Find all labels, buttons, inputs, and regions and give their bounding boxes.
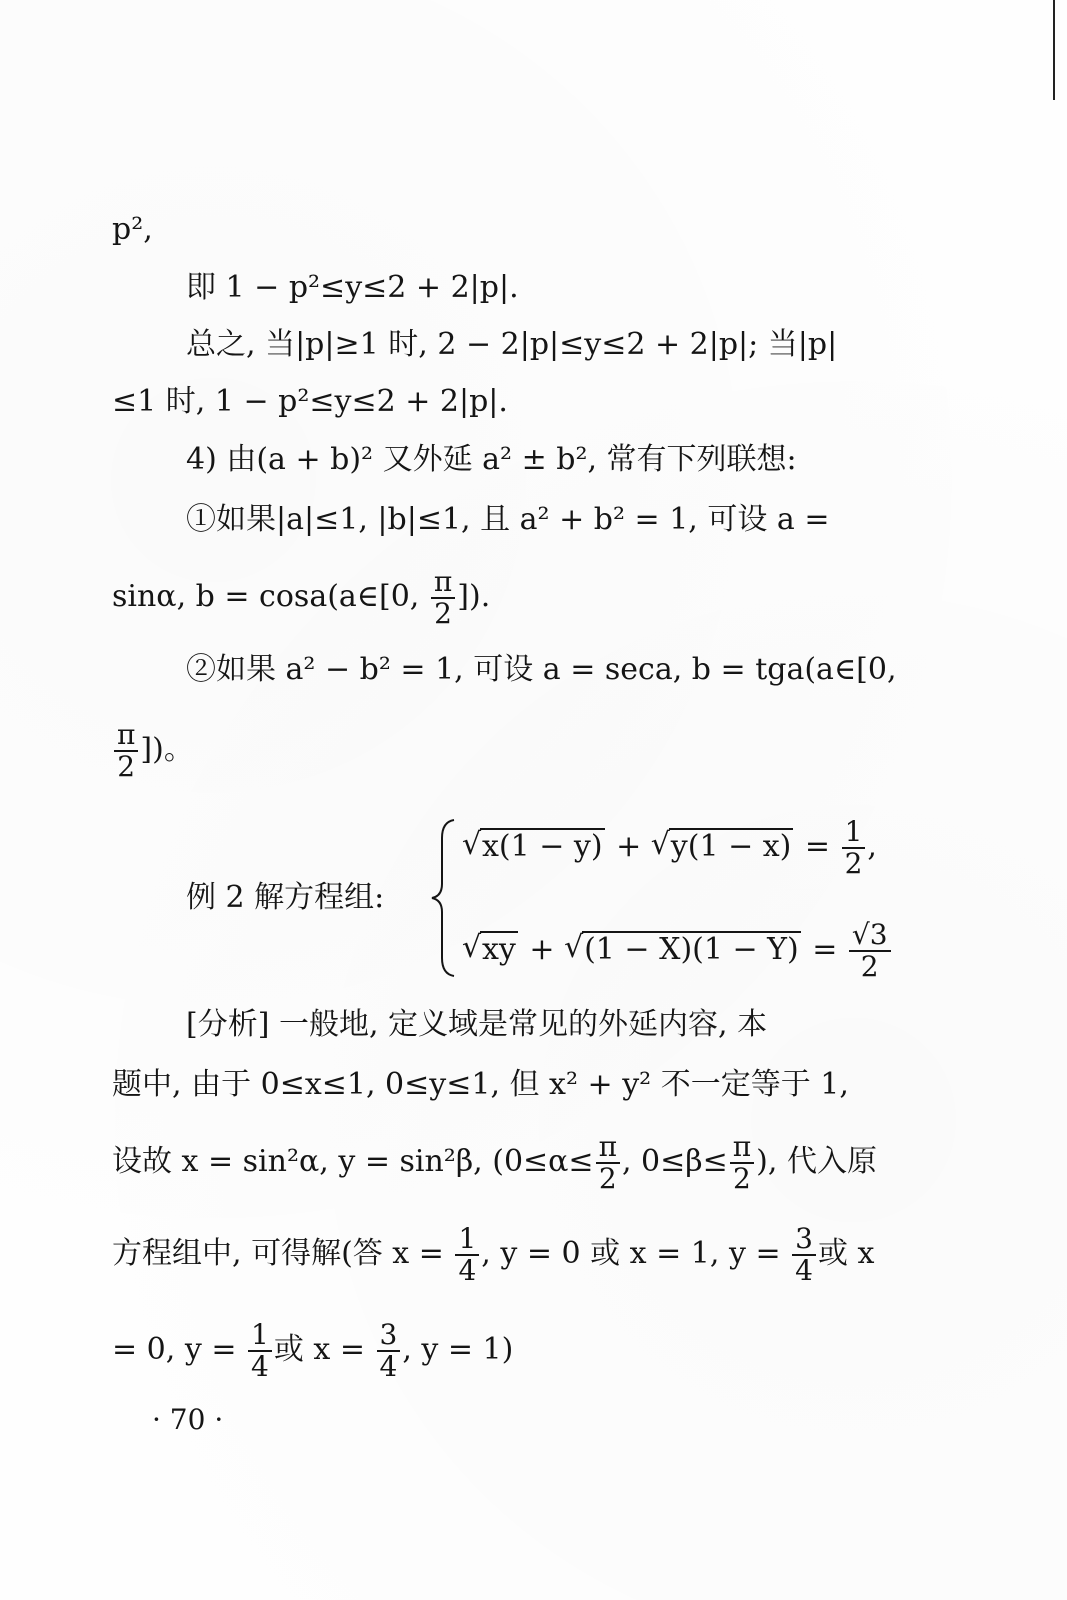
text-line-12 <box>112 1130 877 1194</box>
example-2-label: 例 2 解方程组: <box>186 880 385 915</box>
system-brace <box>428 818 458 978</box>
equation-2 <box>462 918 893 982</box>
sqrt-term-1 <box>462 918 518 982</box>
line-9-end: ])。 <box>140 732 194 767</box>
equals-sign: = <box>795 829 840 864</box>
text-line-1: p², <box>112 212 153 247</box>
denominator: 4 <box>458 1254 477 1287</box>
numerator: 1 <box>248 1320 272 1352</box>
denominator: 4 <box>251 1350 269 1383</box>
fraction-pi-over-2 <box>596 1132 620 1194</box>
sqrt-term-2 <box>564 918 801 982</box>
radicand: xy <box>482 932 516 967</box>
fraction-1-over-4 <box>248 1320 272 1382</box>
line-14-mid: 或 x = <box>273 1332 375 1367</box>
numerator: 3 <box>377 1320 401 1352</box>
denominator: 2 <box>117 750 136 783</box>
numerator: π <box>431 567 455 599</box>
text-line-13 <box>112 1222 874 1286</box>
denominator: 4 <box>795 1254 813 1287</box>
equation-1 <box>462 815 877 879</box>
equals-sign: = <box>802 932 847 967</box>
text-line-8: ②如果 a² − b² = 1, 可设 a = seca, b = tga(a∈[0, <box>186 652 897 687</box>
radicand: x(1 − y) <box>482 829 603 864</box>
fraction-pi-over-2 <box>730 1132 754 1194</box>
numerator: π <box>114 720 138 752</box>
numerator: π <box>730 1132 754 1164</box>
sqrt-term-2 <box>651 815 794 879</box>
denominator: 2 <box>598 1162 617 1195</box>
radicand: y(1 − x) <box>670 829 792 864</box>
text-line-3: 总之, 当|p|≥1 时, 2 − 2|p|≤y≤2 + 2|p|; 当|p| <box>186 327 838 362</box>
line-13-start: 方程组中, 可得解(答 x = <box>112 1236 454 1271</box>
line-14-end: , y = 1) <box>402 1332 514 1367</box>
line-7-start: sinα, b = cosa(a∈[0, <box>112 579 429 614</box>
text-line-2: 即 1 − p²≤y≤2 + 2|p|. <box>186 270 519 305</box>
denominator: 2 <box>844 847 863 880</box>
plus-sign: + <box>519 932 565 967</box>
text-line-5: 4) 由(a + b)² 又外延 a² ± b², 常有下列联想: <box>186 442 797 477</box>
text-line-4: ≤1 时, 1 − p²≤y≤2 + 2|p|. <box>112 384 508 419</box>
line-7-end: ]). <box>457 579 491 614</box>
text-line-7 <box>112 565 490 629</box>
line-13-end: 或 x <box>817 1236 875 1271</box>
numerator: 1 <box>842 817 866 849</box>
denominator: 4 <box>379 1350 398 1383</box>
numerator: 3 <box>792 1224 816 1256</box>
denominator: 2 <box>860 950 879 983</box>
line-12-mid: , 0≤β≤ <box>621 1144 728 1179</box>
line-12-end: ), 代入原 <box>756 1144 877 1179</box>
text-line-14 <box>112 1318 513 1382</box>
radicand: (1 − X)(1 − Y) <box>584 932 799 967</box>
numerator: 1 <box>455 1224 479 1256</box>
fraction-1-over-4 <box>455 1224 479 1286</box>
fraction-3-over-4 <box>792 1224 816 1286</box>
denominator: 2 <box>434 597 452 630</box>
fraction-1-over-2 <box>842 817 866 879</box>
denominator: 2 <box>733 1162 751 1195</box>
numerator: π <box>596 1132 620 1164</box>
comma: , <box>867 829 877 864</box>
sqrt-term-1 <box>462 815 605 879</box>
line-12-start: 设故 x = sin²α, y = sin²β, (0≤α≤ <box>112 1144 594 1179</box>
numerator: √3 <box>849 920 891 952</box>
page-edge-line <box>1053 0 1055 100</box>
line-13-mid: , y = 0 或 x = 1, y = <box>481 1236 791 1271</box>
fraction-pi-over-2 <box>431 567 455 629</box>
page-number: · 70 · <box>152 1403 224 1436</box>
text-line-11: 题中, 由于 0≤x≤1, 0≤y≤1, 但 x² + y² 不一定等于 1, <box>112 1067 849 1102</box>
text-line-6: ①如果|a|≤1, |b|≤1, 且 a² + b² = 1, 可设 a = <box>186 502 830 537</box>
fraction-pi-over-2 <box>114 720 138 782</box>
plus-sign: + <box>606 829 651 864</box>
text-line-10: [分析] 一般地, 定义域是常见的外延内容, 本 <box>186 1007 768 1042</box>
line-14-start: = 0, y = <box>112 1332 246 1367</box>
fraction-sqrt3-over-2 <box>849 920 891 982</box>
fraction-3-over-4 <box>377 1320 401 1382</box>
text-line-9 <box>112 718 194 782</box>
